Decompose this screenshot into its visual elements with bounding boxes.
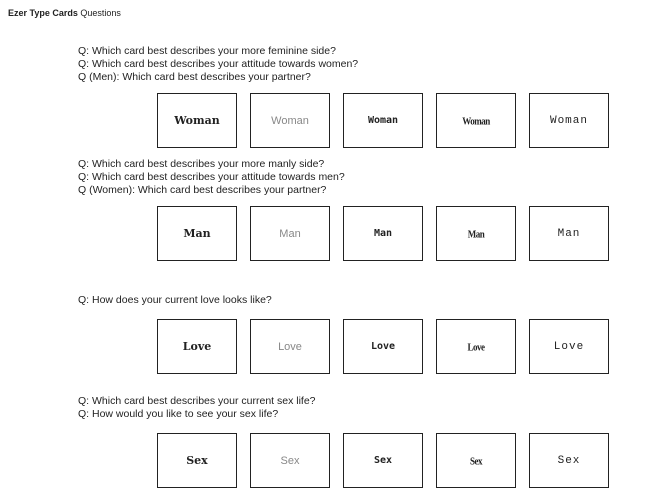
question-text: Q (Men): Which card best describes your partner? xyxy=(78,71,311,83)
card-label: Man xyxy=(557,227,581,240)
question-text: Q: Which card best describes your attitude towards men? xyxy=(78,171,345,183)
type-card[interactable] xyxy=(343,319,423,374)
question-list xyxy=(78,395,316,421)
type-card[interactable] xyxy=(436,433,516,488)
card-label: Man xyxy=(467,227,485,240)
type-card[interactable] xyxy=(529,319,609,374)
card-label: Love xyxy=(553,340,585,353)
card-label: Love xyxy=(370,341,396,352)
card-label: Sex xyxy=(373,455,393,466)
type-card[interactable] xyxy=(250,93,330,148)
header-subtitle: Questions xyxy=(80,8,121,18)
question-text: Q (Women): Which card best describes your partner? xyxy=(78,184,327,196)
type-card[interactable] xyxy=(436,206,516,261)
type-card[interactable] xyxy=(157,433,237,488)
card-label: Man xyxy=(183,227,211,240)
card-label: Man xyxy=(373,228,393,239)
type-card[interactable] xyxy=(529,206,609,261)
type-card[interactable] xyxy=(250,206,330,261)
question-text: Q: Which card best describes your more feminine side? xyxy=(78,45,336,57)
question-list xyxy=(78,294,272,307)
question-list xyxy=(78,158,345,197)
type-card[interactable] xyxy=(343,433,423,488)
type-card[interactable] xyxy=(529,93,609,148)
question-text: Q: Which card best describes your current sex life? xyxy=(78,395,316,407)
header-title: Ezer Type Cards xyxy=(8,8,78,18)
type-card[interactable] xyxy=(157,93,237,148)
card-label: Sex xyxy=(280,454,300,467)
type-card[interactable] xyxy=(436,93,516,148)
question-list xyxy=(78,45,358,84)
question-text: Q: How would you like to see your sex life? xyxy=(78,408,279,420)
card-label: Woman xyxy=(271,114,309,127)
question-text: Q: How does your current love looks like? xyxy=(78,294,272,306)
card-label: Woman xyxy=(367,115,399,126)
card-label: Love xyxy=(278,340,302,353)
page-header xyxy=(8,8,121,18)
question-text: Q: Which card best describes your attitude towards women? xyxy=(78,58,359,70)
type-card[interactable] xyxy=(343,93,423,148)
card-label: Love xyxy=(467,340,485,353)
card-label: Love xyxy=(182,340,212,353)
card-label: Man xyxy=(279,227,301,240)
type-card[interactable] xyxy=(529,433,609,488)
type-card[interactable] xyxy=(157,206,237,261)
type-card[interactable] xyxy=(157,319,237,374)
card-label: Woman xyxy=(174,114,220,127)
type-card[interactable] xyxy=(250,319,330,374)
type-card[interactable] xyxy=(250,433,330,488)
question-text: Q: Which card best describes your more manly side? xyxy=(78,158,325,170)
type-card[interactable] xyxy=(343,206,423,261)
type-card[interactable] xyxy=(436,319,516,374)
card-label: Sex xyxy=(557,454,581,467)
card-label: Woman xyxy=(462,114,490,127)
card-label: Woman xyxy=(549,114,588,127)
card-label: Sex xyxy=(470,454,482,467)
card-label: Sex xyxy=(186,454,208,467)
